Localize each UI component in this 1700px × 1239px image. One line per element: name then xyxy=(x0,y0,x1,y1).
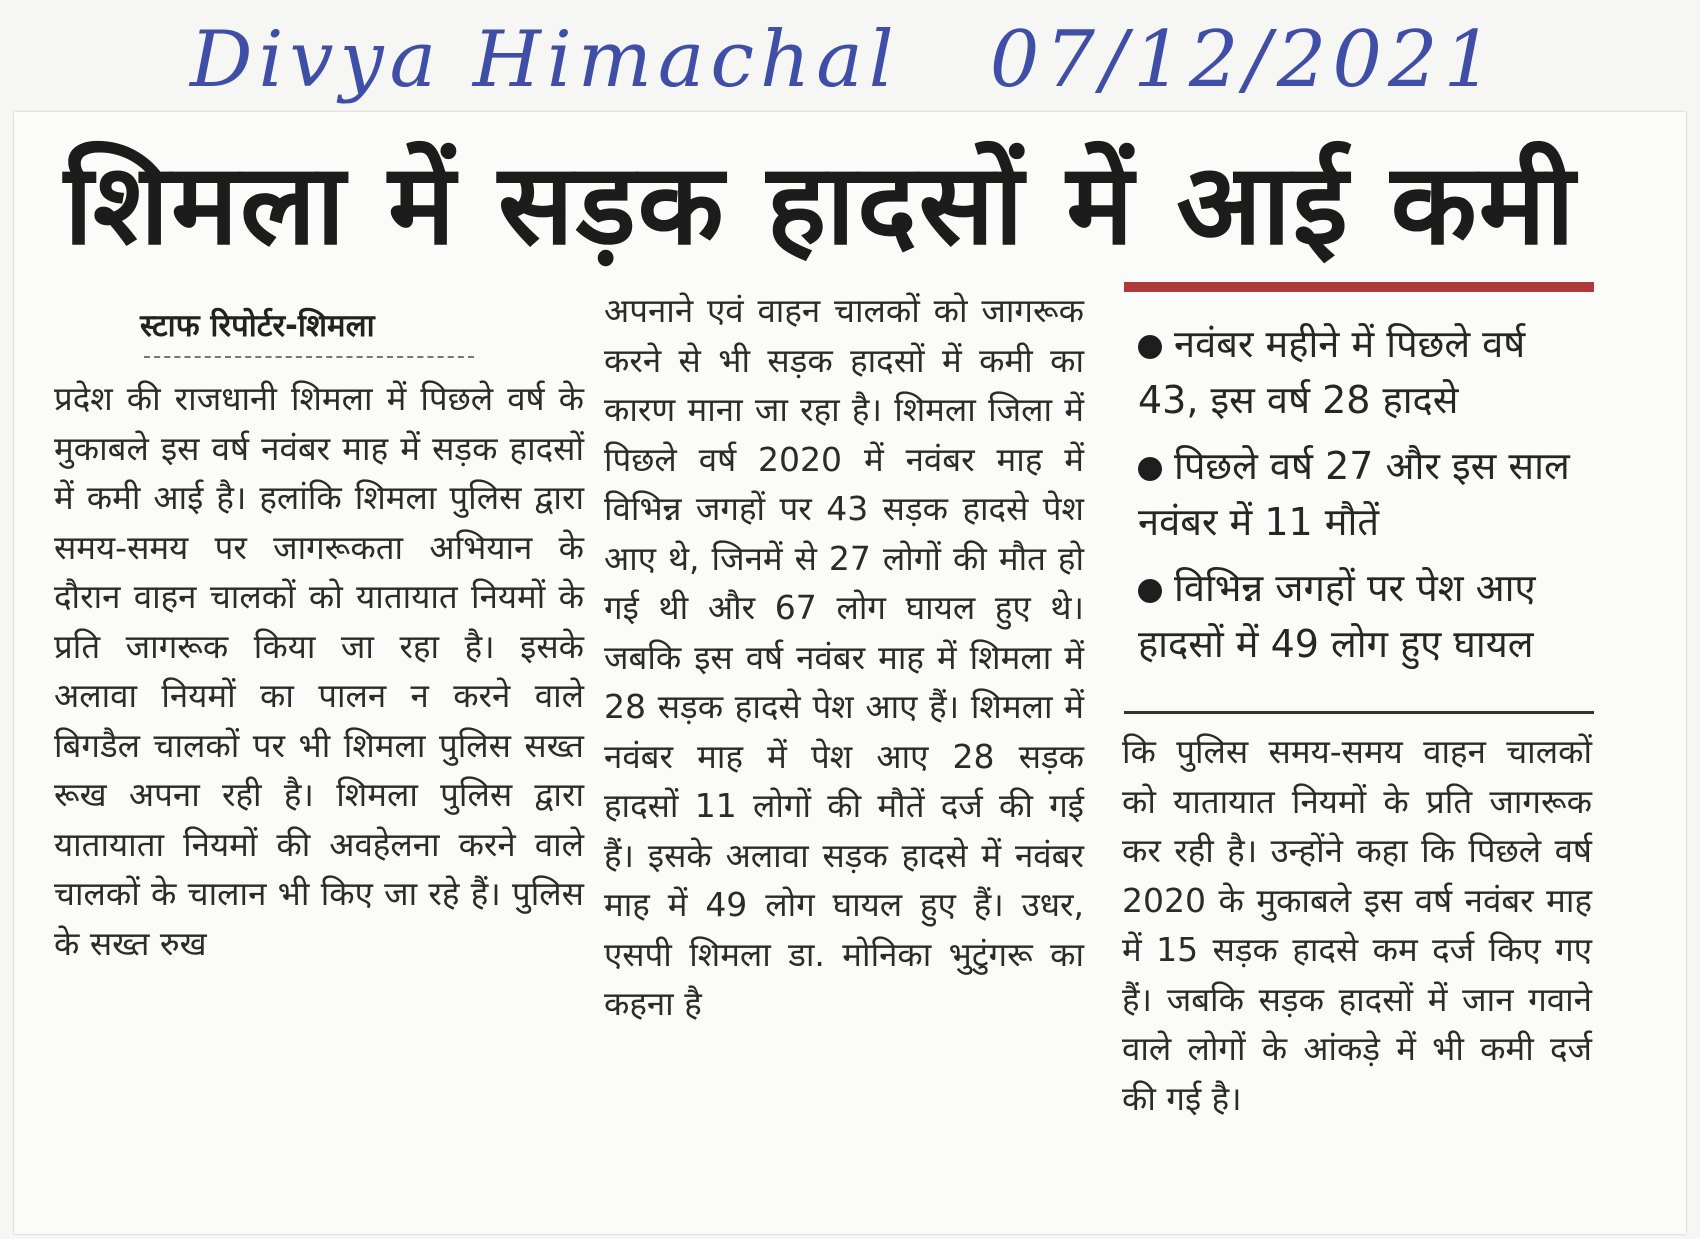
highlights-top-rule xyxy=(1124,282,1594,292)
byline: स्टाफ रिपोर्टर-शिमला xyxy=(140,308,375,344)
bullet-icon xyxy=(1138,457,1162,481)
handwritten-date: 07/12/2021 xyxy=(989,15,1500,105)
article-column-2: अपनाने एवं वाहन चालकों को जागरूक करने से भी सड़क हादसों में कमी का कारण माना जा रहा है। शिमला जिला में पिछले वर्ष 2020 में नवंबर माह में विभिन्न जगहों पर 43 सड़क हादसे पेश आए थे, जिनमें से 27 लोगों की मौत हो गई थी और 67 लोग घायल हुए थे। जबकि इस वर्ष नवंबर माह में शिमला में 28 सड़क हादसे पेश आए हैं। शिमला में नवंबर माह में पेश आए 28 सड़क हादसों 11 लोगों की मौतें दर्ज की गई हैं। इसके अलावा सड़क हादसे में नवंबर माह में 49 लोग घायल हुए हैं। उधर, एसपी शिमला डा. मोनिका भुटुंगरू का कहना है xyxy=(604,291,1084,1023)
highlights-box xyxy=(1124,282,1594,714)
highlights-list xyxy=(1138,316,1588,682)
byline-divider xyxy=(144,356,474,358)
highlight-item xyxy=(1138,560,1588,672)
highlight-text: पिछले वर्ष 27 और इस साल नवंबर में 11 मौतें xyxy=(1138,444,1570,544)
highlight-item xyxy=(1138,316,1588,428)
handwritten-annotation xyxy=(190,0,1500,120)
highlight-item xyxy=(1138,438,1588,550)
headline: शिमला में सड़क हादसों में आई कमी xyxy=(64,140,1577,270)
highlight-text: विभिन्न जगहों पर पेश आए हादसों में 49 लोग हुए घायल xyxy=(1138,566,1536,666)
bullet-icon xyxy=(1138,335,1162,359)
handwritten-publication: Divya Himachal xyxy=(190,15,900,105)
newspaper-clipping xyxy=(14,112,1686,1234)
article-column-1: प्रदेश की राजधानी शिमला में पिछले वर्ष के मुकाबले इस वर्ष नवंबर माह में सड़क हादसों में कमी आई है। हलांकि शिमला पुलिस द्वारा समय-समय पर जागरूकता अभियान के दौरान वाहन चालकों को यातायात नियमों के प्रति जागरूक किया जा रहा है। इसके अलावा नियमों का पालन न करने वाले बिगडैल चालकों पर भी शिमला पुलिस सख्त रूख अपना रही है। शिमला पुलिस द्वारा यातायाता नियमों की अवहेलना करने वाले चालकों के चालान भी किए जा रहे हैं। पुलिस के सख्त रुख xyxy=(54,379,584,963)
bullet-icon xyxy=(1138,579,1162,603)
highlight-text: नवंबर महीने में पिछले वर्ष 43, इस वर्ष 28 हादसे xyxy=(1138,322,1526,422)
highlights-bottom-rule xyxy=(1124,711,1594,714)
article-column-3: कि पुलिस समय-समय वाहन चालकों को यातायात नियमों के प्रति जागरूक कर रही है। उन्होंने कहा कि पिछले वर्ष 2020 के मुकाबले इस वर्ष नवंबर माह में 15 सड़क हादसे कम दर्ज किए गए हैं। जबकि सड़क हादसों में जान गवाने वाले लोगों के आंकड़े में भी कमी दर्ज की गई है। xyxy=(1122,732,1592,1118)
